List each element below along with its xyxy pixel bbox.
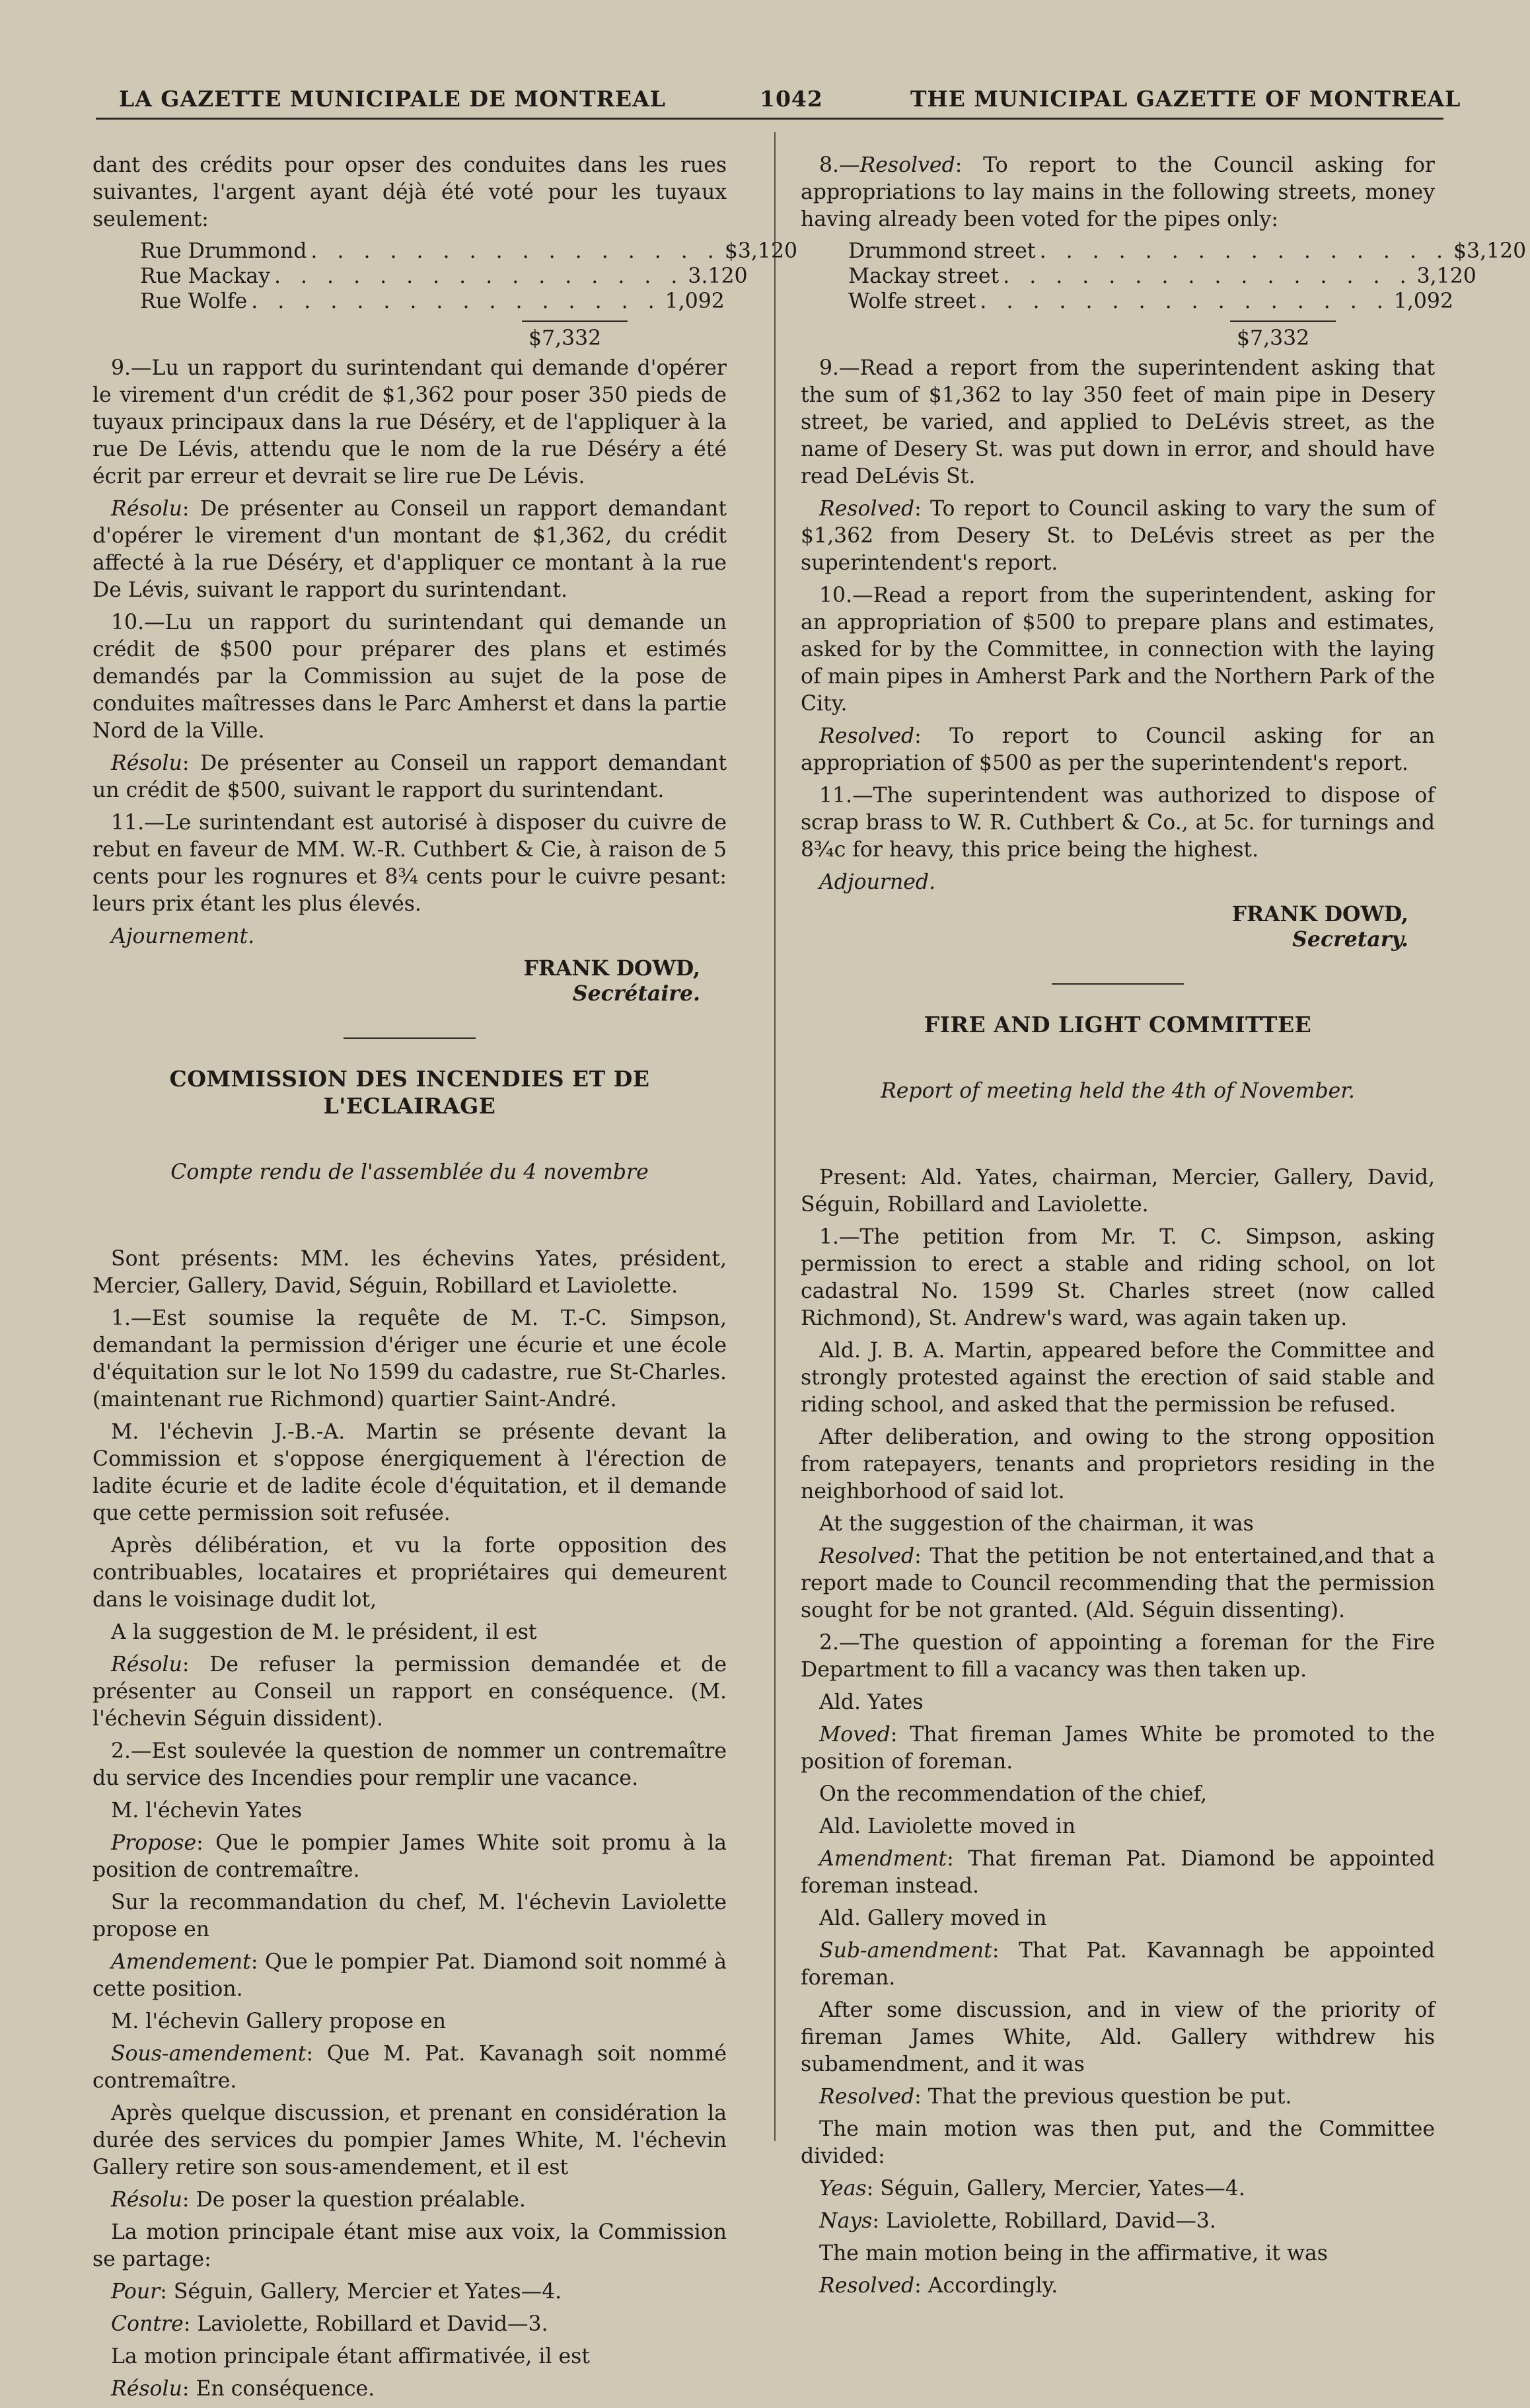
- en-sub-amendment: [801, 1938, 1435, 1992]
- fr-resolution-text: : De présenter au Conseil un rapport demandant d'opérer le virement d'un montant de $1,362, du crédit affecté à la rue Déséry, et d'appliquer ce montant à la rue De Lévis, suivant le rapport du surintendant.: [92, 497, 727, 602]
- en-nays-text: : Laviolette, Robillard, David—3.: [872, 2209, 1216, 2233]
- fr-amendment-label: Amendement: [111, 1950, 251, 1974]
- en-para-8-text: : To report to the Council asking for appropriations to lay mains in the following streets, money having already been voted for the pipes only:: [801, 153, 1435, 231]
- en-para-8-number: 8.—: [819, 153, 860, 177]
- french-column: [92, 152, 798, 2408]
- fr-item-amount: 1,092: [665, 289, 725, 313]
- en-nays: [801, 2208, 1435, 2235]
- leader-dots: . . . . . . . . . . . . . . . .: [274, 264, 684, 288]
- header-left-title: LA GAZETTE MUNICIPALE DE MONTREAL: [119, 86, 667, 112]
- fr-item-1: 1.—Est soumise la requête de M. T.-C. Simpson, demandant la permission d'ériger une écurie et une école d'équitation sur le lot No 1599 du cadastre, rue St-Charles. (maintenant rue Richmond) quartier Saint-André.: [92, 1306, 727, 1411]
- en-present: Present: Ald. Yates, chairman, Mercier, Gallery, David, Séguin, Robillard and Laviolette.: [801, 1166, 1435, 1217]
- english-column: [801, 152, 1527, 2305]
- fr-item-row: [140, 289, 725, 314]
- fr-para-11: 11.—Le surintendant est autorisé à disposer du cuivre de rebut en faveur de MM. W.-R. Cuthbert & Cie, à raison de 5 cents pour les rognures et 8¾ cents pour le cuivre pesant: leurs prix étant les plus élevés.: [92, 811, 727, 916]
- en-resolution-1: [801, 1543, 1435, 1624]
- fr-vote-against: [92, 2311, 727, 2338]
- en-resolution-label: Resolved: [819, 724, 915, 748]
- fr-proposal-label: Propose: [111, 1831, 197, 1855]
- en-para-8: [801, 152, 1435, 233]
- en-nays-label: Nays: [819, 2209, 873, 2233]
- en-item-row: [848, 264, 1476, 289]
- en-amendment: [801, 1846, 1435, 1900]
- en-resolution-3: [801, 2273, 1435, 2300]
- fr-present: Sont présents: MM. les échevins Yates, président, Mercier, Gallery, David, Séguin, Robillard et Laviolette.: [92, 1247, 727, 1298]
- fr-intro: dant des crédits pour opser des conduites dans les rues suivantes, l'argent ayant déjà été voté pour les tuyaux seulement:: [92, 153, 727, 231]
- leader-dots: . . . . . . . . . . . . . . . .: [980, 289, 1390, 313]
- fr-item-row: [140, 264, 748, 289]
- fr-amendment: [92, 1949, 727, 2003]
- leader-dots: . . . . . . . . . . . . . . . .: [310, 239, 721, 263]
- en-affirmed: The main motion being in the affirmative, it was: [819, 2241, 1328, 2265]
- fr-vote-for: [92, 2278, 727, 2306]
- en-resolution-label: Resolved: [819, 1544, 915, 1568]
- en-gallery: Ald. Gallery moved in: [819, 1906, 1047, 1930]
- en-resolution-label: Resolved: [819, 497, 915, 521]
- fr-vote-for-label: Pour: [111, 2280, 161, 2304]
- fr-resolution-label: Résolu: [111, 1653, 182, 1676]
- en-resolution-label: Resolved: [819, 2085, 915, 2109]
- fr-resolution-label: Résolu: [111, 497, 182, 521]
- fr-sub-amendment-label: Sous-amendement: [111, 2042, 307, 2066]
- header-rule: [96, 118, 1443, 120]
- fr-resolution-1: [92, 1651, 727, 1733]
- fr-sub-amendment-text: : Que M. Pat. Kavanagh soit nommé contremaître.: [92, 2042, 727, 2093]
- en-resolution-label: Resolved: [819, 2274, 915, 2298]
- fr-resolution-label: Résolu: [111, 751, 182, 775]
- en-moved: [801, 1721, 1435, 1776]
- column-divider: [774, 132, 776, 2141]
- fr-resolution-9: [92, 496, 727, 604]
- fr-resolution-text: : De présenter au Conseil un rapport demandant un crédit de $500, suivant le rapport du surintendant.: [92, 751, 727, 802]
- en-discussion: After some discussion, and in view of the priority of fireman James White, Ald. Gallery withdrew his subamendment, and it was: [801, 1998, 1435, 2076]
- en-item-row: [848, 239, 1527, 264]
- en-moved-text: : That fireman James White be promoted to the position of foreman.: [801, 1723, 1435, 1774]
- en-para-10: 10.—Read a report from the superintendent, asking for an appropriation of $500 to prepare plans and estimates, asked for by the Committee, in connection with the laying of main pipes in Amherst Park and the Northern Park of the City.: [801, 583, 1435, 716]
- fr-proposal: [92, 1830, 727, 1884]
- section-divider: [344, 1037, 476, 1039]
- fr-adjourn-text: Ajournement.: [111, 924, 255, 948]
- fr-discussion: Après quelque discussion, et prenant en considération la durée des services du pompier James White, M. l'échevin Gallery retire son sous-amendement, et il est: [92, 2101, 727, 2179]
- fr-item-name: Rue Wolfe: [140, 289, 248, 313]
- fr-item-amount: $3,120: [724, 239, 798, 263]
- fr-vote-against-label: Contre: [111, 2312, 184, 2336]
- en-adjourn-text: Adjourned.: [819, 870, 936, 894]
- en-item-row: [848, 289, 1454, 314]
- fr-martin: M. l'échevin J.-B.-A. Martin se présente devant la Commission et s'oppose énergiquement à l'érection de ladite écurie et de ladite école d'équitation, et il demande que cette permission soit refusée.: [92, 1420, 727, 1525]
- fr-resolution-text: : En conséquence.: [182, 2377, 375, 2401]
- en-after: After deliberation, and owing to the strong opposition from ratepayers, tenants and proprietors residing in the neighborhood of said lot.: [801, 1425, 1435, 1503]
- en-resolution-text: : Accordingly.: [914, 2274, 1058, 2298]
- en-resolution-2: [801, 2084, 1435, 2111]
- en-resolution-10: [801, 723, 1435, 777]
- fr-sub-amendment: [92, 2041, 727, 2095]
- fr-motion: La motion principale étant mise aux voix, la Commission se partage:: [92, 2220, 727, 2271]
- en-amendment-text: : That fireman Pat. Diamond be appointed foreman instead.: [801, 1847, 1435, 1898]
- en-resolution-text: : To report to Council asking to vary the sum of $1,362 from Desery St. to DeLévis street as per the superintendent's report.: [801, 497, 1435, 575]
- en-item-amount: 3,120: [1416, 264, 1476, 288]
- fr-resolution-label: Résolu: [111, 2377, 182, 2401]
- section-divider: [1052, 983, 1184, 985]
- en-para-9: 9.—Read a report from the superintendent asking that the sum of $1,362 to lay 350 feet of main pipe in Desery street, be varied, and applied to DeLévis street, as the name of Desery St. was put down in error, and should have read DeLévis St.: [801, 356, 1435, 488]
- fr-gallery: M. l'échevin Gallery propose en: [111, 2010, 447, 2033]
- fr-signature-title: Secrétaire.: [572, 981, 700, 1006]
- leader-dots: . . . . . . . . . . . . . . . .: [1003, 264, 1413, 288]
- en-item-name: Drummond street: [848, 239, 1036, 263]
- en-signature-title: Secretary.: [1292, 927, 1408, 952]
- fr-item-amount: 3.120: [688, 264, 748, 288]
- fr-resolution-text: : De poser la question préalable.: [182, 2188, 526, 2212]
- fr-item-name: Rue Drummond: [140, 239, 307, 263]
- en-motion: The main motion was then put, and the Committee divided:: [801, 2117, 1435, 2168]
- en-yeas: [801, 2175, 1435, 2202]
- en-item-1: 1.—The petition from Mr. T. C. Simpson, asking permission to erect a stable and riding school, on lot cadastral No. 1599 St. Charles street (now called Richmond), St. Andrew's ward, was again taken up.: [801, 1225, 1435, 1330]
- fr-recommendation: Sur la recommandation du chef, M. l'échevin Laviolette propose en: [92, 1891, 727, 1941]
- fr-affirmed: La motion principale étant affirmativée, il est: [111, 2345, 590, 2368]
- en-martin: Ald. J. B. A. Martin, appeared before the Committee and strongly protested against the erection of said stable and riding school, and asked that the permission be refused.: [801, 1339, 1435, 1417]
- en-section-subtitle: Report of meeting held the 4th of November.: [881, 1079, 1355, 1103]
- page-number: 1042: [760, 86, 823, 112]
- en-yeas-text: : Séguin, Gallery, Mercier, Yates—4.: [866, 2177, 1245, 2201]
- header-right-title: THE MUNICIPAL GAZETTE OF MONTREAL: [910, 86, 1461, 112]
- en-signature-name: FRANK DOWD,: [1231, 902, 1408, 926]
- fr-vote-against-text: : Laviolette, Robillard et David—3.: [183, 2312, 548, 2336]
- en-resolution-text: : That the petition be not entertained,and that a report made to Council recommending that the permission sought for be not granted. (Ald. Séguin dissenting).: [801, 1544, 1435, 1622]
- en-total: $7,332: [1237, 326, 1310, 350]
- en-adjourn: [801, 869, 1435, 896]
- en-item-amount: 1,092: [1393, 289, 1454, 313]
- fr-total: $7,332: [528, 326, 602, 350]
- en-item-amount: $3,120: [1453, 239, 1527, 263]
- en-amendment-label: Amendment: [819, 1847, 947, 1871]
- fr-resolution-text: : De refuser la permission demandée et de présenter au Conseil un rapport en conséquence. (M. l'échevin Séguin dissident).: [92, 1653, 727, 1731]
- fr-proposal-text: : Que le pompier James White soit promu à la position de contremaître.: [92, 1831, 727, 1882]
- en-yeas-label: Yeas: [819, 2177, 867, 2201]
- fr-amendment-text: : Que le pompier Pat. Diamond soit nommé à cette position.: [92, 1950, 727, 2001]
- fr-resolution-10: [92, 750, 727, 804]
- en-yates: Ald. Yates: [819, 1690, 924, 1714]
- fr-resolution-2: [92, 2187, 727, 2214]
- en-resolution-text: : To report to Council asking for an appropriation of $500 as per the superintendent's report.: [801, 724, 1435, 775]
- fr-resolution-label: Résolu: [111, 2188, 182, 2212]
- en-recommendation: On the recommendation of the chief,: [819, 1782, 1208, 1806]
- fr-item-row: [140, 239, 798, 264]
- en-item-name: Mackay street: [848, 264, 1000, 288]
- en-resolution-label: Resolved: [859, 153, 955, 177]
- fr-para-9: 9.—Lu un rapport du surintendant qui demande d'opérer le virement d'un crédit de $1,362 pour poser 350 pieds de tuyaux principaux dans la rue Déséry, et de l'appliquer à la rue De Lévis, attendu que le nom de la rue Déséry a été écrit par erreur et devrait se lire rue De Lévis.: [92, 356, 727, 488]
- en-laviolette: Ald. Laviolette moved in: [819, 1815, 1076, 1838]
- fr-section-subtitle: Compte rendu de l'assemblée du 4 novembre: [170, 1160, 649, 1184]
- en-suggestion: At the suggestion of the chairman, it was: [819, 1512, 1254, 1536]
- en-sub-amendment-label: Sub-amendment: [819, 1939, 992, 1963]
- fr-para-10: 10.—Lu un rapport du surintendant qui demande un crédit de $500 pour préparer des plans et estimés demandés par la Commission au sujet de la pose de conduites maîtresses dans le Parc Amherst et dans la partie Nord de la Ville.: [92, 611, 727, 743]
- en-item-name: Wolfe street: [848, 289, 976, 313]
- en-sub-amendment-text: : That Pat. Kavannagh be appointed foreman.: [801, 1939, 1435, 1990]
- fr-resolution-3: [92, 2376, 727, 2403]
- fr-item-name: Rue Mackay: [140, 264, 270, 288]
- fr-yates: M. l'échevin Yates: [111, 1799, 302, 1823]
- en-resolution-9: [801, 496, 1435, 577]
- leader-dots: . . . . . . . . . . . . . . . .: [251, 289, 661, 313]
- fr-suggestion: A la suggestion de M. le président, il est: [111, 1620, 537, 1644]
- en-item-2: 2.—The question of appointing a foreman for the Fire Department to fill a vacancy was then taken up.: [801, 1631, 1435, 1682]
- fr-adjourn: [92, 923, 727, 950]
- fr-signature-name: FRANK DOWD,: [523, 956, 700, 981]
- en-resolution-text: : That the previous question be put.: [914, 2085, 1292, 2109]
- fr-item-2: 2.—Est soulevée la question de nommer un contremaître du service des Incendies pour remplir une vacance.: [92, 1739, 727, 1790]
- fr-section-title: COMMISSION DES INCENDIES ET DE L'ECLAIRAGE: [169, 1066, 650, 1119]
- fr-vote-for-text: : Séguin, Gallery, Mercier et Yates—4.: [160, 2280, 562, 2304]
- en-para-11: 11.—The superintendent was authorized to dispose of scrap brass to W. R. Cuthbert & Co., at 5c. for turnings and 8¾c for heavy, this price being the highest.: [801, 784, 1435, 862]
- en-moved-label: Moved: [819, 1723, 891, 1747]
- en-section-title: FIRE AND LIGHT COMMITTEE: [924, 1012, 1312, 1037]
- leader-dots: . . . . . . . . . . . . . . . .: [1039, 239, 1449, 263]
- fr-after: Après délibération, et vu la forte opposition des contribuables, locataires et propriétaires qui demeurent dans le voisinage dudit lot,: [92, 1534, 727, 1612]
